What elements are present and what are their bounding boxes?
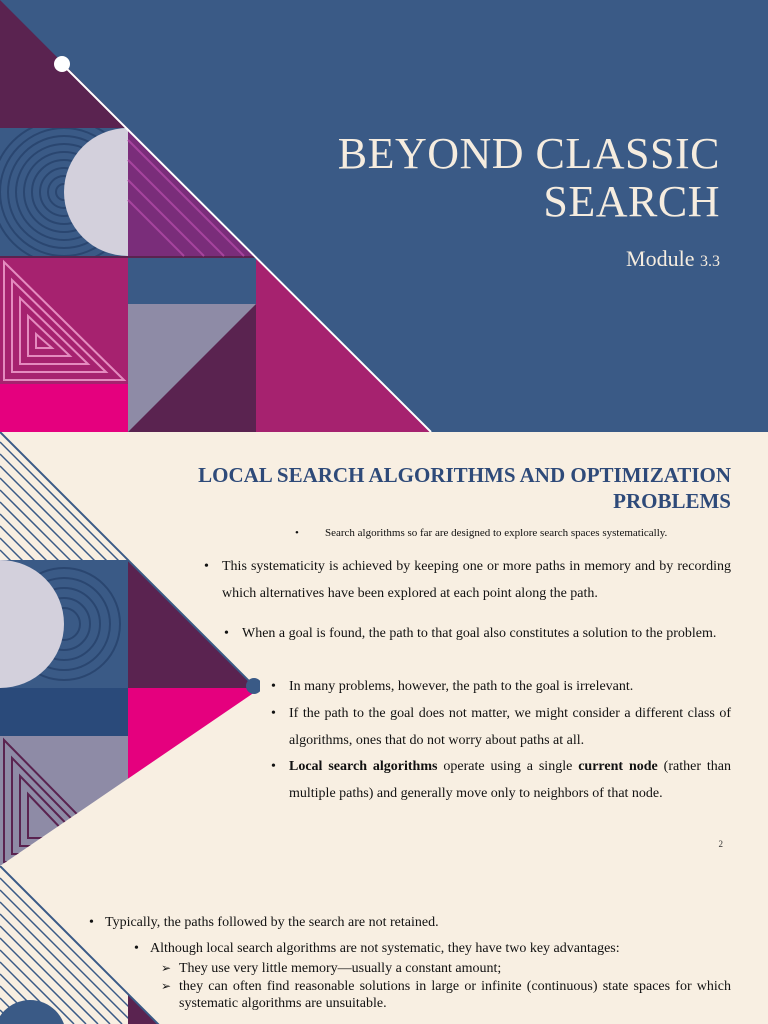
list-item: • Search algorithms so far are designed to explore search spaces systematically. [295, 527, 668, 539]
list-item: • When a goal is found, the path to that goal also constitutes a solution to the problem. [224, 626, 717, 641]
arrow-bullet-icon: ➢ [161, 961, 172, 975]
decorative-dot-icon [54, 56, 70, 72]
module-subtitle: Module 3.3 [626, 246, 720, 271]
list-item: • Although local search algorithms are not systematic, they have two key advantages: [134, 941, 620, 956]
list-item: • This systematicity is achieved by keeping one or more paths in memory and by recording which alternatives have been explored at each point along the path. [204, 559, 731, 601]
decorative-side-art [0, 866, 170, 1024]
sub-list-item: ➢ They use very little memory—usually a constant amount; [161, 961, 502, 976]
arrow-bullet-icon: ➢ [161, 979, 172, 993]
advantages-slide [0, 866, 768, 1024]
list-item: • If the path to the goal does not matter, we might consider a different class of algorithms, ones that do not worry about paths at all. [271, 706, 731, 748]
page-title: BEYOND CLASSIC SEARCH [337, 129, 720, 226]
list-item: • In many problems, however, the path to the goal is irrelevant. [271, 679, 634, 694]
local-search-slide [0, 432, 768, 866]
sub-list-item: ➢ they can often find reasonable solutions in large or infinite (continuous) state spaces for which systematic algorithms are unsuitable. [161, 979, 731, 1011]
list-item: • Local search algorithms operate using a single current node (rather than multiple paths) and generally move only to neighbors of that node. [271, 759, 732, 801]
page-number: 2 [718, 839, 723, 849]
slide-heading: LOCAL SEARCH ALGORITHMS AND OPTIMIZATION PROBLEMS [198, 463, 731, 513]
title-slide [0, 0, 768, 432]
list-item: • Typically, the paths followed by the search are not retained. [89, 915, 439, 930]
